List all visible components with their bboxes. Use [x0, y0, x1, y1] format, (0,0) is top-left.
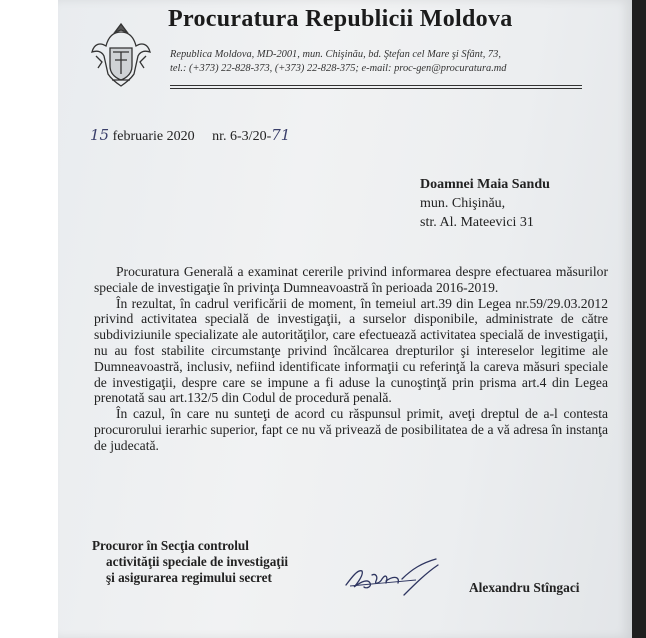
- date-month-year: februarie 2020: [112, 129, 195, 144]
- right-edge: [632, 0, 646, 638]
- recipient-street: str. Al. Mateevici 31: [420, 215, 534, 230]
- role-line: Procuror în Secţia controlul: [92, 538, 249, 553]
- role-line: şi asigurarea regimului secret: [106, 570, 272, 585]
- contact-line: tel.: (+373) 22-828-373, (+373) 22-828-375; e-mail: proc-gen@procuratura.md: [170, 63, 507, 74]
- role-line: activităţii speciale de investigaţii: [106, 554, 289, 569]
- handwritten-day: 15: [90, 126, 110, 144]
- institution-address: [170, 48, 507, 76]
- signer-role: [92, 538, 288, 586]
- paragraph: Procuratura Generală a examinat cererile privind informarea despre efectuarea măsurilor speciale de investigaţie în privinţa Dumneavoastră în perioada 2016-2019.: [94, 264, 608, 295]
- address-line: Republica Moldova, MD-2001, mun. Chişinău, bd. Ştefan cel Mare şi Sfânt, 73,: [170, 49, 501, 60]
- institution-title: Procuratura Republicii Moldova: [168, 6, 513, 32]
- paragraph: În cazul, în care nu sunteţi de acord cu răspunsul primit, aveţi dreptul de a-l contesta procurorului ierarhic superior, fapt ce nu vă privează de posibilitatea de a vă adresa în instanţa de judecată.: [94, 406, 608, 453]
- handwritten-number: 71: [271, 126, 291, 144]
- paragraph: În rezultat, în cadrul verificării de moment, în temeiul art.39 din Legea nr.59/29.03.2012 privind activitatea specială de investigaţii, a surselor disponibile, administrate de către subdiviziunile specializate ale autorităţilor, care efectuează activitatea specială de investigaţii, nu au fost stabilite circumstanţe privind încălcarea drepturilor şi intereselor legitime ale Dumneavoastră, inclusiv, nefiind identificate informaţii cu referinţă la careva măsuri speciale de investigaţii, despre care se impune a fi aduse la cunoştinţă prin prisma art.4 din Legea prenotată sau art.132/5 din Codul de procedură penală.: [94, 295, 608, 406]
- recipient-name: Doamnei Maia Sandu: [420, 177, 550, 192]
- recipient-block: [420, 175, 550, 232]
- letter-body: [94, 264, 608, 454]
- handwritten-signature: [342, 555, 442, 597]
- header-rule: [170, 85, 582, 86]
- signer-name: Alexandru Stîngaci: [469, 580, 580, 595]
- recipient-city: mun. Chişinău,: [420, 196, 506, 211]
- moldova-coat-of-arms-icon: [90, 18, 152, 90]
- header-rule: [170, 88, 582, 89]
- reference-number: nr. 6-3/20-: [212, 129, 272, 144]
- date-and-number: [90, 126, 290, 145]
- left-margin: [0, 0, 58, 638]
